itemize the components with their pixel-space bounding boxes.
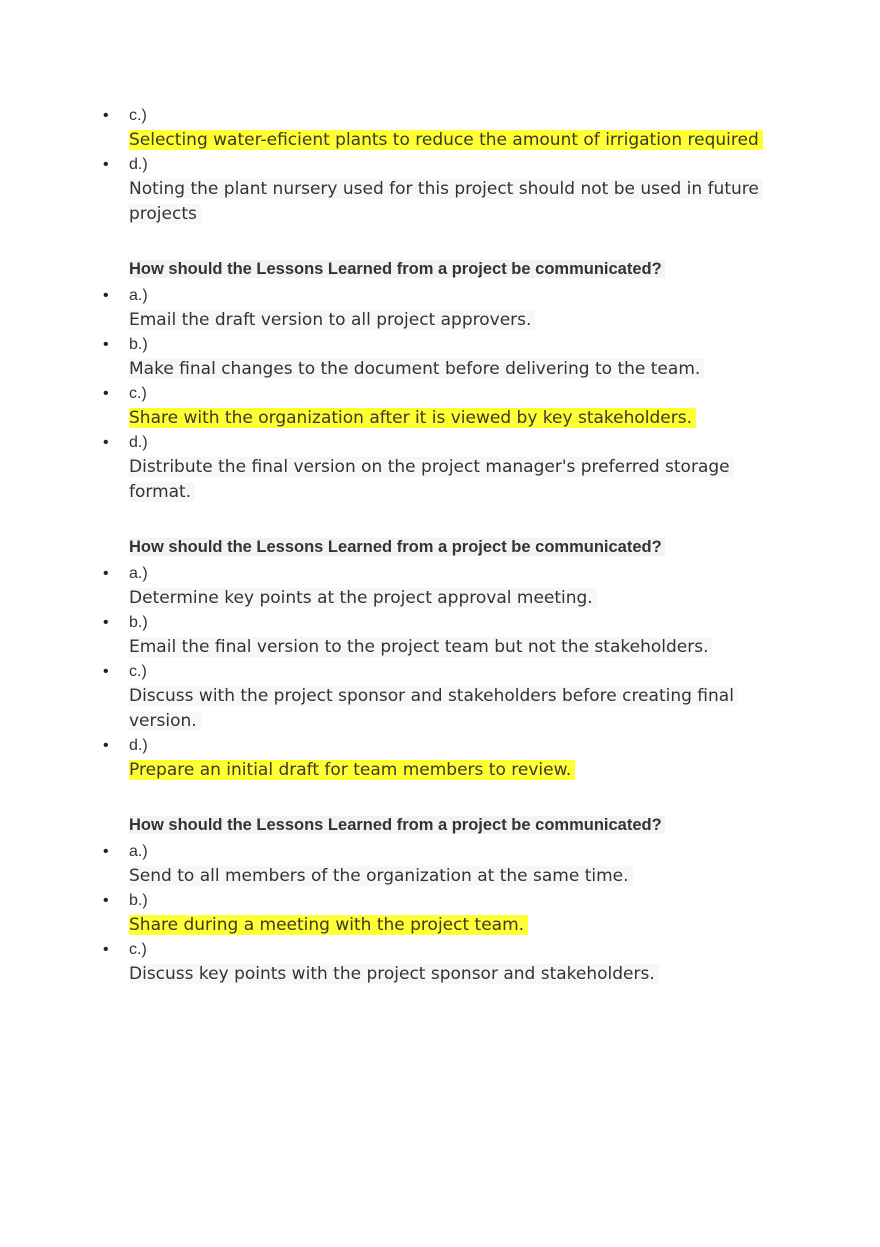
question-heading: How should the Lessons Learned from a project be communicated? [129,813,780,838]
answer-option [100,431,780,505]
bullet-icon: • [103,614,109,631]
option-text: Make final changes to the document before delivering to the team. [129,359,704,379]
option-text-highlighted: Selecting water-eﬁcient plants to reduce the amount of irrigation required [129,130,763,150]
answer-option [100,333,780,382]
option-letter: d.) [129,434,148,451]
answer-option [100,611,780,660]
answer-option [100,153,780,227]
option-text: Determine key points at the project approval meeting. [129,588,597,608]
answer-option [100,104,780,153]
answer-option [100,889,780,938]
bullet-icon: • [103,336,109,353]
option-text: Email the draft version to all project approvers. [129,310,535,330]
answer-option [100,382,780,431]
bullet-icon: • [103,941,109,958]
option-letter: a.) [129,565,148,582]
answer-option [100,734,780,783]
option-text-highlighted: Share during a meeting with the project team. [129,915,528,935]
quiz-content [100,104,780,987]
option-letter: a.) [129,287,148,304]
option-text: Discuss with the project sponsor and stakeholders before creating final version. [129,686,738,731]
bullet-icon: • [103,843,109,860]
bullet-icon: • [103,107,109,124]
continuation-options [100,104,780,227]
option-letter: b.) [129,614,148,631]
option-text: Discuss key points with the project sponsor and stakeholders. [129,964,659,984]
option-letter: a.) [129,843,148,860]
bullet-icon: • [103,385,109,402]
option-letter: c.) [129,663,147,680]
option-letter: c.) [129,107,147,124]
bullet-icon: • [103,737,109,754]
question-heading: How should the Lessons Learned from a project be communicated? [129,535,780,560]
option-text: Send to all members of the organization at the same time. [129,866,633,886]
option-letter: c.) [129,385,147,402]
option-letter: b.) [129,892,148,909]
option-letter: b.) [129,336,148,353]
bullet-icon: • [103,892,109,909]
option-list [100,840,780,987]
bullet-icon: • [103,565,109,582]
bullet-icon: • [103,287,109,304]
answer-option [100,284,780,333]
bullet-icon: • [103,434,109,451]
answer-option [100,562,780,611]
question-heading: How should the Lessons Learned from a project be communicated? [129,257,780,282]
option-letter: d.) [129,156,148,173]
option-list [100,562,780,783]
option-text: Email the final version to the project team but not the stakeholders. [129,637,712,657]
answer-option [100,840,780,889]
answer-option [100,938,780,987]
option-letter: d.) [129,737,148,754]
bullet-icon: • [103,663,109,680]
bullet-icon: • [103,156,109,173]
option-text: Noting the plant nursery used for this project should not be used in future projects [129,179,763,224]
option-text: Distribute the final version on the project manager's preferred storage format. [129,457,734,502]
option-list [100,284,780,505]
option-text-highlighted: Share with the organization after it is viewed by key stakeholders. [129,408,696,428]
option-text-highlighted: Prepare an initial draft for team members to review. [129,760,575,780]
answer-option [100,660,780,734]
option-letter: c.) [129,941,147,958]
